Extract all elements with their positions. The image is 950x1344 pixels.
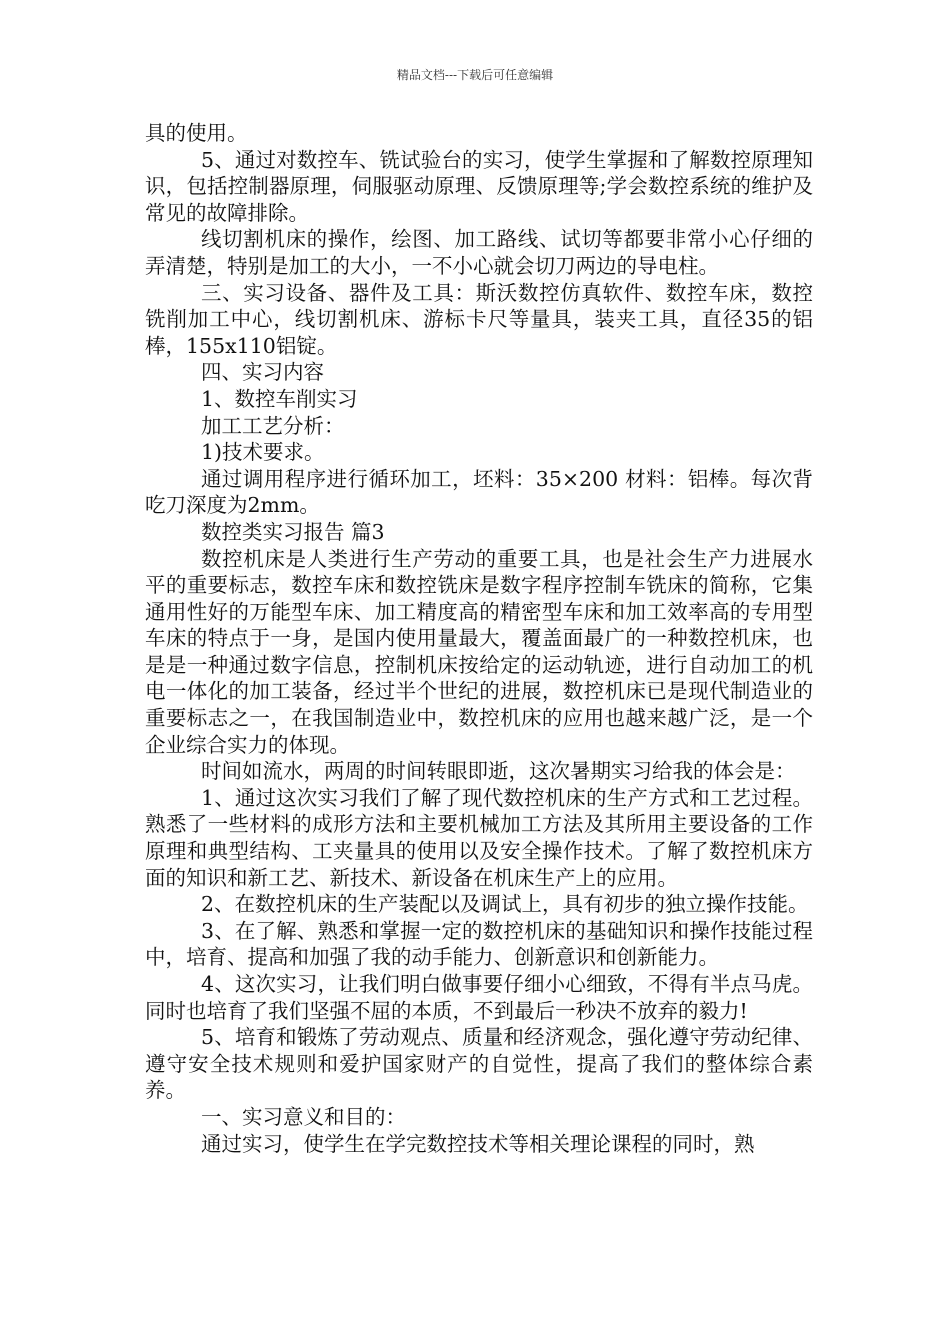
paragraph: 5、通过对数控车、铣试验台的实习，使学生掌握和了解数控原理知识，包括控制器原理，伺服驱动原理、反馈原理等;学会数控系统的维护及常见的故障排除。	[145, 147, 813, 225]
paragraph: 线切割机床的操作，绘图、加工路线、试切等都要非常小心仔细的弄清楚，特别是加工的大小，一不小心就会切刀两边的导电柱。	[145, 227, 813, 278]
subsection-heading: 1、数控车削实习	[201, 386, 358, 411]
paragraph: 时间如流水，两周的时间转眼即逝，这次暑期实习给我的体会是：	[201, 759, 796, 784]
paragraph: 通过实习，使学生在学完数控技术等相关理论课程的同时，熟	[201, 1131, 755, 1156]
section-heading: 四、实习内容	[201, 360, 324, 385]
paragraph: 数控机床是人类进行生产劳动的重要工具，也是社会生产力进展水平的重要标志，数控车床和数控铣床是数字程序控制车铣床的简称，它集通用性好的万能型车床、加工精度高的精密型车床和加工效率高的专用型车床的特点于一身，是国内使用量最大，覆盖面最广的一种数控机床，也是是一种通过数字信息，控制机床按给定的运动轨迹，进行自动加工的机电一体化的加工装备，经过半个世纪的进展，数控机床已是现代制造业的重要标志之一，在我国制造业中，数控机床的应用也越来越广泛，是一个企业综合实力的体现。	[145, 546, 813, 757]
paragraph: 加工工艺分析：	[201, 413, 345, 438]
paragraph: 3、在了解、熟悉和掌握一定的数控机床的基础知识和操作技能过程中，培育、提高和加强了我的动手能力、创新意识和创新能力。	[145, 918, 813, 970]
paragraph: 三、实习设备、器件及工具：斯沃数控仿真软件、数控车床，数控铣削加工中心，线切割机床、游标卡尺等量具，装夹工具，直径35的铝棒，155x110铝锭。	[145, 280, 813, 358]
paragraph: 1)技术要求。	[201, 440, 325, 465]
paragraph: 具的使用。	[145, 121, 248, 145]
page-header: 精品文档---下载后可任意编辑	[396, 68, 554, 82]
section-heading: 一、实习意义和目的：	[201, 1104, 406, 1129]
paragraph: 5、培育和锻炼了劳动观点、质量和经济观念，强化遵守劳动纪律、遵守安全技术规则和爱护国家财产的自觉性，提高了我们的整体综合素养。	[145, 1025, 813, 1103]
paragraph: 通过调用程序进行循环加工，坯料：35×200 材料：铝棒。每次背吃刀深度为2mm。	[145, 466, 813, 518]
section-heading: 数控类实习报告 篇3	[201, 519, 385, 544]
paragraph: 4、这次实习，让我们明白做事要仔细小心细致，不得有半点马虎。同时也培育了我们坚强不屈的本质，不到最后一秒决不放弃的毅力!	[145, 972, 813, 1023]
paragraph: 1、通过这次实习我们了解了现代数控机床的生产方式和工艺过程。熟悉了一些材料的成形方法和主要机械加工方法及其所用主要设备的工作原理和典型结构、工夹量具的使用以及安全操作技术。了解了数控机床方面的知识和新工艺、新技术、新设备在机床生产上的应用。	[145, 785, 813, 890]
document-body	[145, 120, 813, 1157]
paragraph: 2、在数控机床的生产装配以及调试上，具有初步的独立操作技能。	[201, 892, 809, 917]
